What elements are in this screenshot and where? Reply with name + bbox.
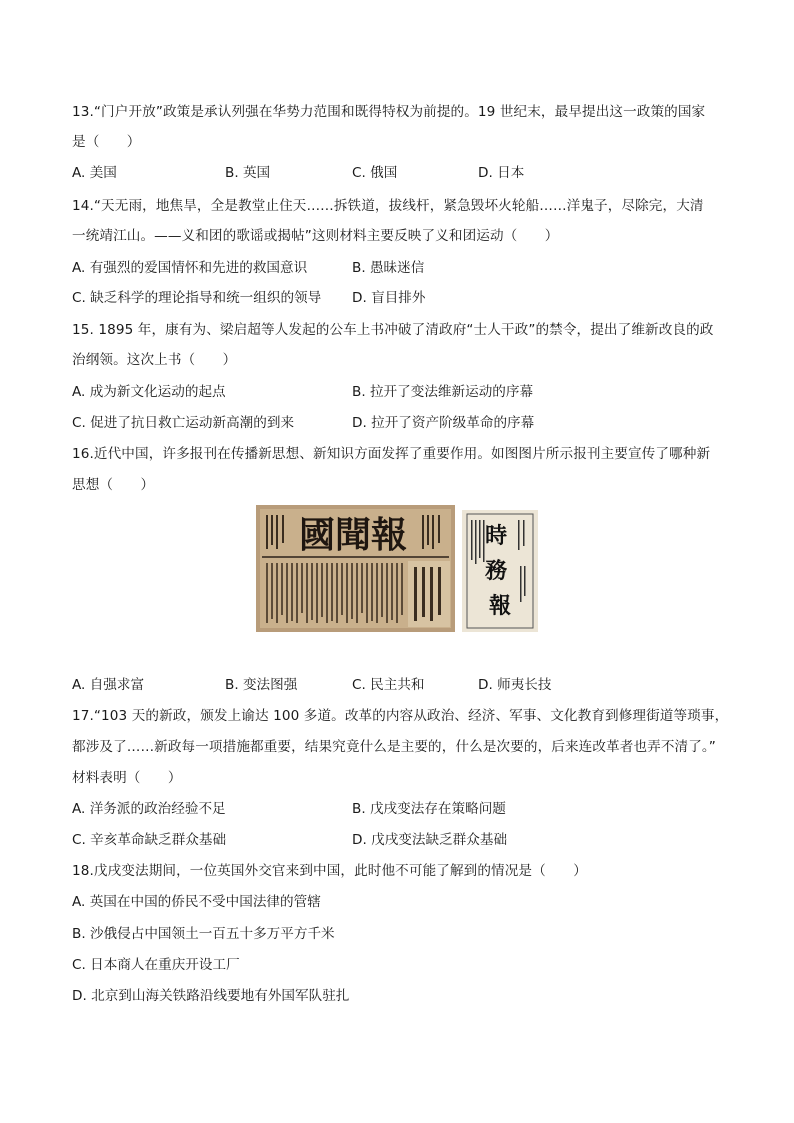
q16-option-a[interactable]: A. 自强求富 [72,677,145,693]
q17-option-b[interactable]: B. 戊戌变法存在策略问题 [352,801,506,817]
guowenbao-newspaper-image [256,505,455,632]
q17-stem-line2: 都涉及了……新政每一项措施都重要，结果究竟什么是主要的，什么是次要的，后来连改革者也弄不清了。” [72,739,716,755]
q15-stem-line2: 治纲领。这次上书（ ） [72,352,237,368]
q15-option-b[interactable]: B. 拉开了变法维新运动的序幕 [352,384,534,400]
q15-option-c[interactable]: C. 促进了抗日救亡运动新高潮的到来 [72,415,295,431]
shiwubao-masthead: 時 務 報 [485,523,512,619]
q13-stem-line1: 13.“门户开放”政策是承认列强在华势力范围和既得特权为前提的。19 世纪末，最早提出这一政策的国家 [72,104,706,120]
q17-stem-line1: 17.“103 天的新政，颁发上谕达 100 多道。改革的内容从政治、经济、军事、文化教育到修理街道等琐事， [72,708,729,724]
q15-option-a[interactable]: A. 成为新文化运动的起点 [72,384,226,400]
q18-option-d[interactable]: D. 北京到山海关铁路沿线要地有外国军队驻扎 [72,988,350,1004]
q15-stem-line1: 15. 1895 年，康有为、梁启超等人发起的公车上书冲破了清政府“士人干政”的禁令，提出了维新改良的政 [72,322,714,338]
q13-option-c[interactable]: C. 俄国 [352,165,398,181]
q15-option-d[interactable]: D. 拉开了资产阶级革命的序幕 [352,415,535,431]
q17-option-a[interactable]: A. 洋务派的政治经验不足 [72,801,226,817]
q18-stem-line1: 18.戊戌变法期间，一位英国外交官来到中国，此时他不可能了解到的情况是（ ） [72,863,587,879]
guowenbao-masthead: 國聞報 [298,514,408,556]
q17-option-d[interactable]: D. 戊戌变法缺乏群众基础 [352,832,508,848]
q16-option-b[interactable]: B. 变法图强 [225,677,298,693]
q13-option-a[interactable]: A. 美国 [72,165,117,181]
q17-option-c[interactable]: C. 辛亥革命缺乏群众基础 [72,832,227,848]
q14-stem-line1: 14.“天无雨，地焦旱，全是教堂止住天……拆铁道，拔线杆，紧急毁坏火轮船……洋鬼子，尽除完，大清 [72,198,704,214]
q16-option-c[interactable]: C. 民主共和 [352,677,425,693]
q14-stem-line2: 一统靖江山。——义和团的歌谣或揭帖”这则材料主要反映了义和团运动（ ） [72,228,559,244]
shiwubao-newspaper-image [462,510,538,632]
q14-option-c[interactable]: C. 缺乏科学的理论指导和统一组织的领导 [72,290,322,306]
q14-option-d[interactable]: D. 盲目排外 [352,290,426,306]
q18-option-b[interactable]: B. 沙俄侵占中国领土一百五十多万平方千米 [72,926,335,942]
q16-option-d[interactable]: D. 师夷长技 [478,677,552,693]
q16-stem-line2: 思想（ ） [72,477,155,493]
q18-option-c[interactable]: C. 日本商人在重庆开设工厂 [72,957,240,973]
q13-option-d[interactable]: D. 日本 [478,165,525,181]
q14-option-b[interactable]: B. 愚昧迷信 [352,260,425,276]
q17-stem-line3: 材料表明（ ） [72,770,182,786]
q16-stem-line1: 16.近代中国，许多报刊在传播新思想、新知识方面发挥了重要作用。如图图片所示报刊主要宣传了哪种新 [72,446,711,462]
q14-option-a[interactable]: A. 有强烈的爱国情怀和先进的救国意识 [72,260,308,276]
q13-stem-line2: 是（ ） [72,134,141,150]
q13-option-b[interactable]: B. 英国 [225,165,271,181]
q18-option-a[interactable]: A. 英国在中国的侨民不受中国法律的管辖 [72,894,321,910]
